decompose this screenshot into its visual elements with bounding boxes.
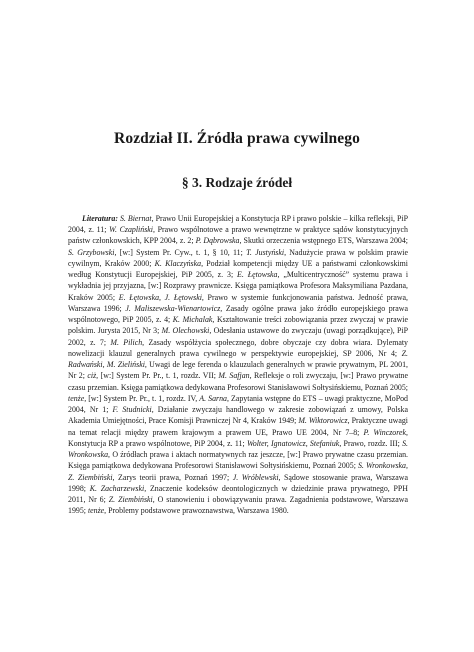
citation-text: , Zasady współżycia społecznego, dobre obyczaje czy dobra wiara. Dylematy nowelizacji klauzul generalnych prawa cywilnego w perspektywie europejskiej, SP 2006, Nr 4; <box>68 337 408 358</box>
citation-author: W. Czapliński <box>109 225 153 235</box>
citation-text: , Zasady ogólne prawa jako źródło europejskiego prawa wspólnotowego, PiP 2005, z. 4; <box>68 303 408 325</box>
citation-text: , Zapytania wstępne do ETS – uwagi praktyczne, MoPod 2004, Nr 1; <box>68 393 408 415</box>
citation-text: , Nadużycie prawa w polskim prawie cywilnym, Kraków 2000; <box>68 247 408 268</box>
citation-author: J. Wróblewski <box>232 472 279 482</box>
citation-text: , „Multicentryczność” systemu prawa i wykładnia jej przyjazna, [w:] Rozprawy prawnicze. Księga pamiątkowa Profesora Maksymiliana Pazdana, Kraków 2005; <box>68 270 409 302</box>
citation-text: , [w:] System Pr. Pr., t. 1, rozdz. VII; <box>96 371 219 381</box>
citation-text: , Prawo Unii Europejskiej a Konstytucja RP i prawo polskie – kilka refleksji, PiP 2004, z. 11; <box>68 213 408 235</box>
citation-author: S. Wronkowska <box>68 438 409 460</box>
citation-author: S. Grzybowski <box>68 247 115 257</box>
citation-author: tenże <box>87 506 105 516</box>
citation-text: , O stanowieniu i obowiązywaniu prawa. Zagadnienia podstawowe, Warszawa 1995; <box>68 495 409 516</box>
citation-author: M. Pilich <box>110 337 143 347</box>
citation-author: E. Łętowska <box>237 270 278 280</box>
citation-author: K. Klaczyńska <box>154 258 202 268</box>
citation-text: , [w:] System Pr. Cyw., t. 1, § 10, 11; <box>114 247 247 257</box>
citation-text: , Problemy podstawowe prawoznawstwa, Warszawa 1980. <box>104 506 289 516</box>
citation-author: Z. Radwański, M. Zieliński <box>68 348 408 370</box>
citation-text: , Praktyczne uwagi na temat relacji między prawem krajowym a prawem UE, Prawo UE 2004, Nr 7–8; <box>68 416 408 437</box>
citation-text: , Uwagi de lege ferenda o klauzulach generalnych w prawie prywatnym, PL 2001, Nr 2; <box>68 360 408 381</box>
citation-author: M. Wiktorowicz <box>298 416 348 426</box>
citation-author: M. Olechowski <box>161 326 210 336</box>
citation-text: , Zarys teorii prawa, Poznań 1997; <box>112 472 233 482</box>
citation-text: , [w:] System Pr. Pr., t. 1, rozdz. IV, <box>84 393 200 403</box>
citation-text: , Prawo wspólnotowe a prawo wewnętrzne w praktyce sądów konstytucyjnych państw członkowskich, KPP 2004, z. 2; <box>68 225 408 246</box>
citation-author: Wolter, Ignatowicz, Stefaniuk <box>246 438 340 448</box>
citation-author: S. Wronkowska, Z. Ziembiński <box>68 461 408 482</box>
citation-author: M. Safjan <box>218 371 250 381</box>
citation-author: ciż <box>87 371 97 381</box>
citation-text: , Odesłania ustawowe do zwyczaju (uwagi porządkujące), PiP 2002, z. 7; <box>68 326 408 347</box>
citation-author: E. Łętowska, J. Łętowski <box>118 292 202 302</box>
citation-author: K. Michalak <box>172 315 213 325</box>
citation-text: , Podział kompetencji między UE a państwami członkowskimi według Konstytucji Europejskiej, PiP 2005, z. 3; <box>68 258 409 280</box>
citation-author: Z. Ziembiński <box>108 495 153 505</box>
citation-author: T. Justyński <box>246 247 285 257</box>
citation-text: , Sądowe stosowanie prawa, Warszawa 1998; <box>68 472 408 493</box>
citation-author: tenże <box>68 393 85 403</box>
citation-author: J. Maliszewska-Wienartowicz <box>125 303 221 313</box>
citation-text: , Prawo w systemie funkcjonowania państwa. Jedność prawa, Warszawa 1996; <box>68 292 408 313</box>
citation-author: S. Biernat <box>119 213 152 223</box>
citation-text: , Prawo, rozdz. III; <box>339 438 403 448</box>
citation-text: , Znaczenie kodeksów deontologicznych w dziedzinie prawa prywatnego, PPH 2011, Nr 6; <box>68 483 409 505</box>
chapter-title: Rozdział II. Źródła prawa cywilnego <box>114 130 360 147</box>
citation-author: P. Dąbrowska <box>195 236 240 246</box>
citation-text: , Działanie zwyczaju handlowego w zakresie zobowiązań z umowy, Polska Akademia Umiejętności, Prace Komisji Prawniczej Nr 4, Kraków 1949; <box>68 405 408 426</box>
citation-author: P. Winczorek <box>363 427 407 437</box>
citation-text: , Refleksje o roli zwyczaju, [w:] Prawo prywatne czasu przemian. Księga pamiątkowa dedykowana Profesorowi Stanisławowi Sołtysińskiemu, Poznań 2005; <box>68 371 408 392</box>
citation-text: , Kształtowanie treści zobowiązania przez zwyczaj w prawie polskim. Jurysta 2015, Nr 3; <box>68 315 408 336</box>
citation-author: A. Sarna <box>199 393 227 403</box>
section-title: § 3. Rodzaje źródeł <box>181 175 293 190</box>
citation-text: , O źródłach prawa i aktach normatywnych raz jeszcze, [w:] Prawo prywatne czasu przemian. Księga pamiątkowa dedykowana Profesorowi Stanisławowi Sołtysińskiemu, Poznań 2005; <box>68 450 408 471</box>
citation-author: K. Zacharzewski <box>89 483 145 493</box>
literature-paragraph <box>68 213 408 517</box>
citation-text: , Skutki orzeczenia wstępnego ETS, Warszawa 2004; <box>239 236 408 246</box>
citation-text: , Konstytucja RP a prawo wspólnotowe, PiP 2004, z. 11; <box>68 427 408 448</box>
citation-author: F. Studnicki <box>112 405 152 415</box>
literature-label: Literatura: <box>82 213 118 223</box>
